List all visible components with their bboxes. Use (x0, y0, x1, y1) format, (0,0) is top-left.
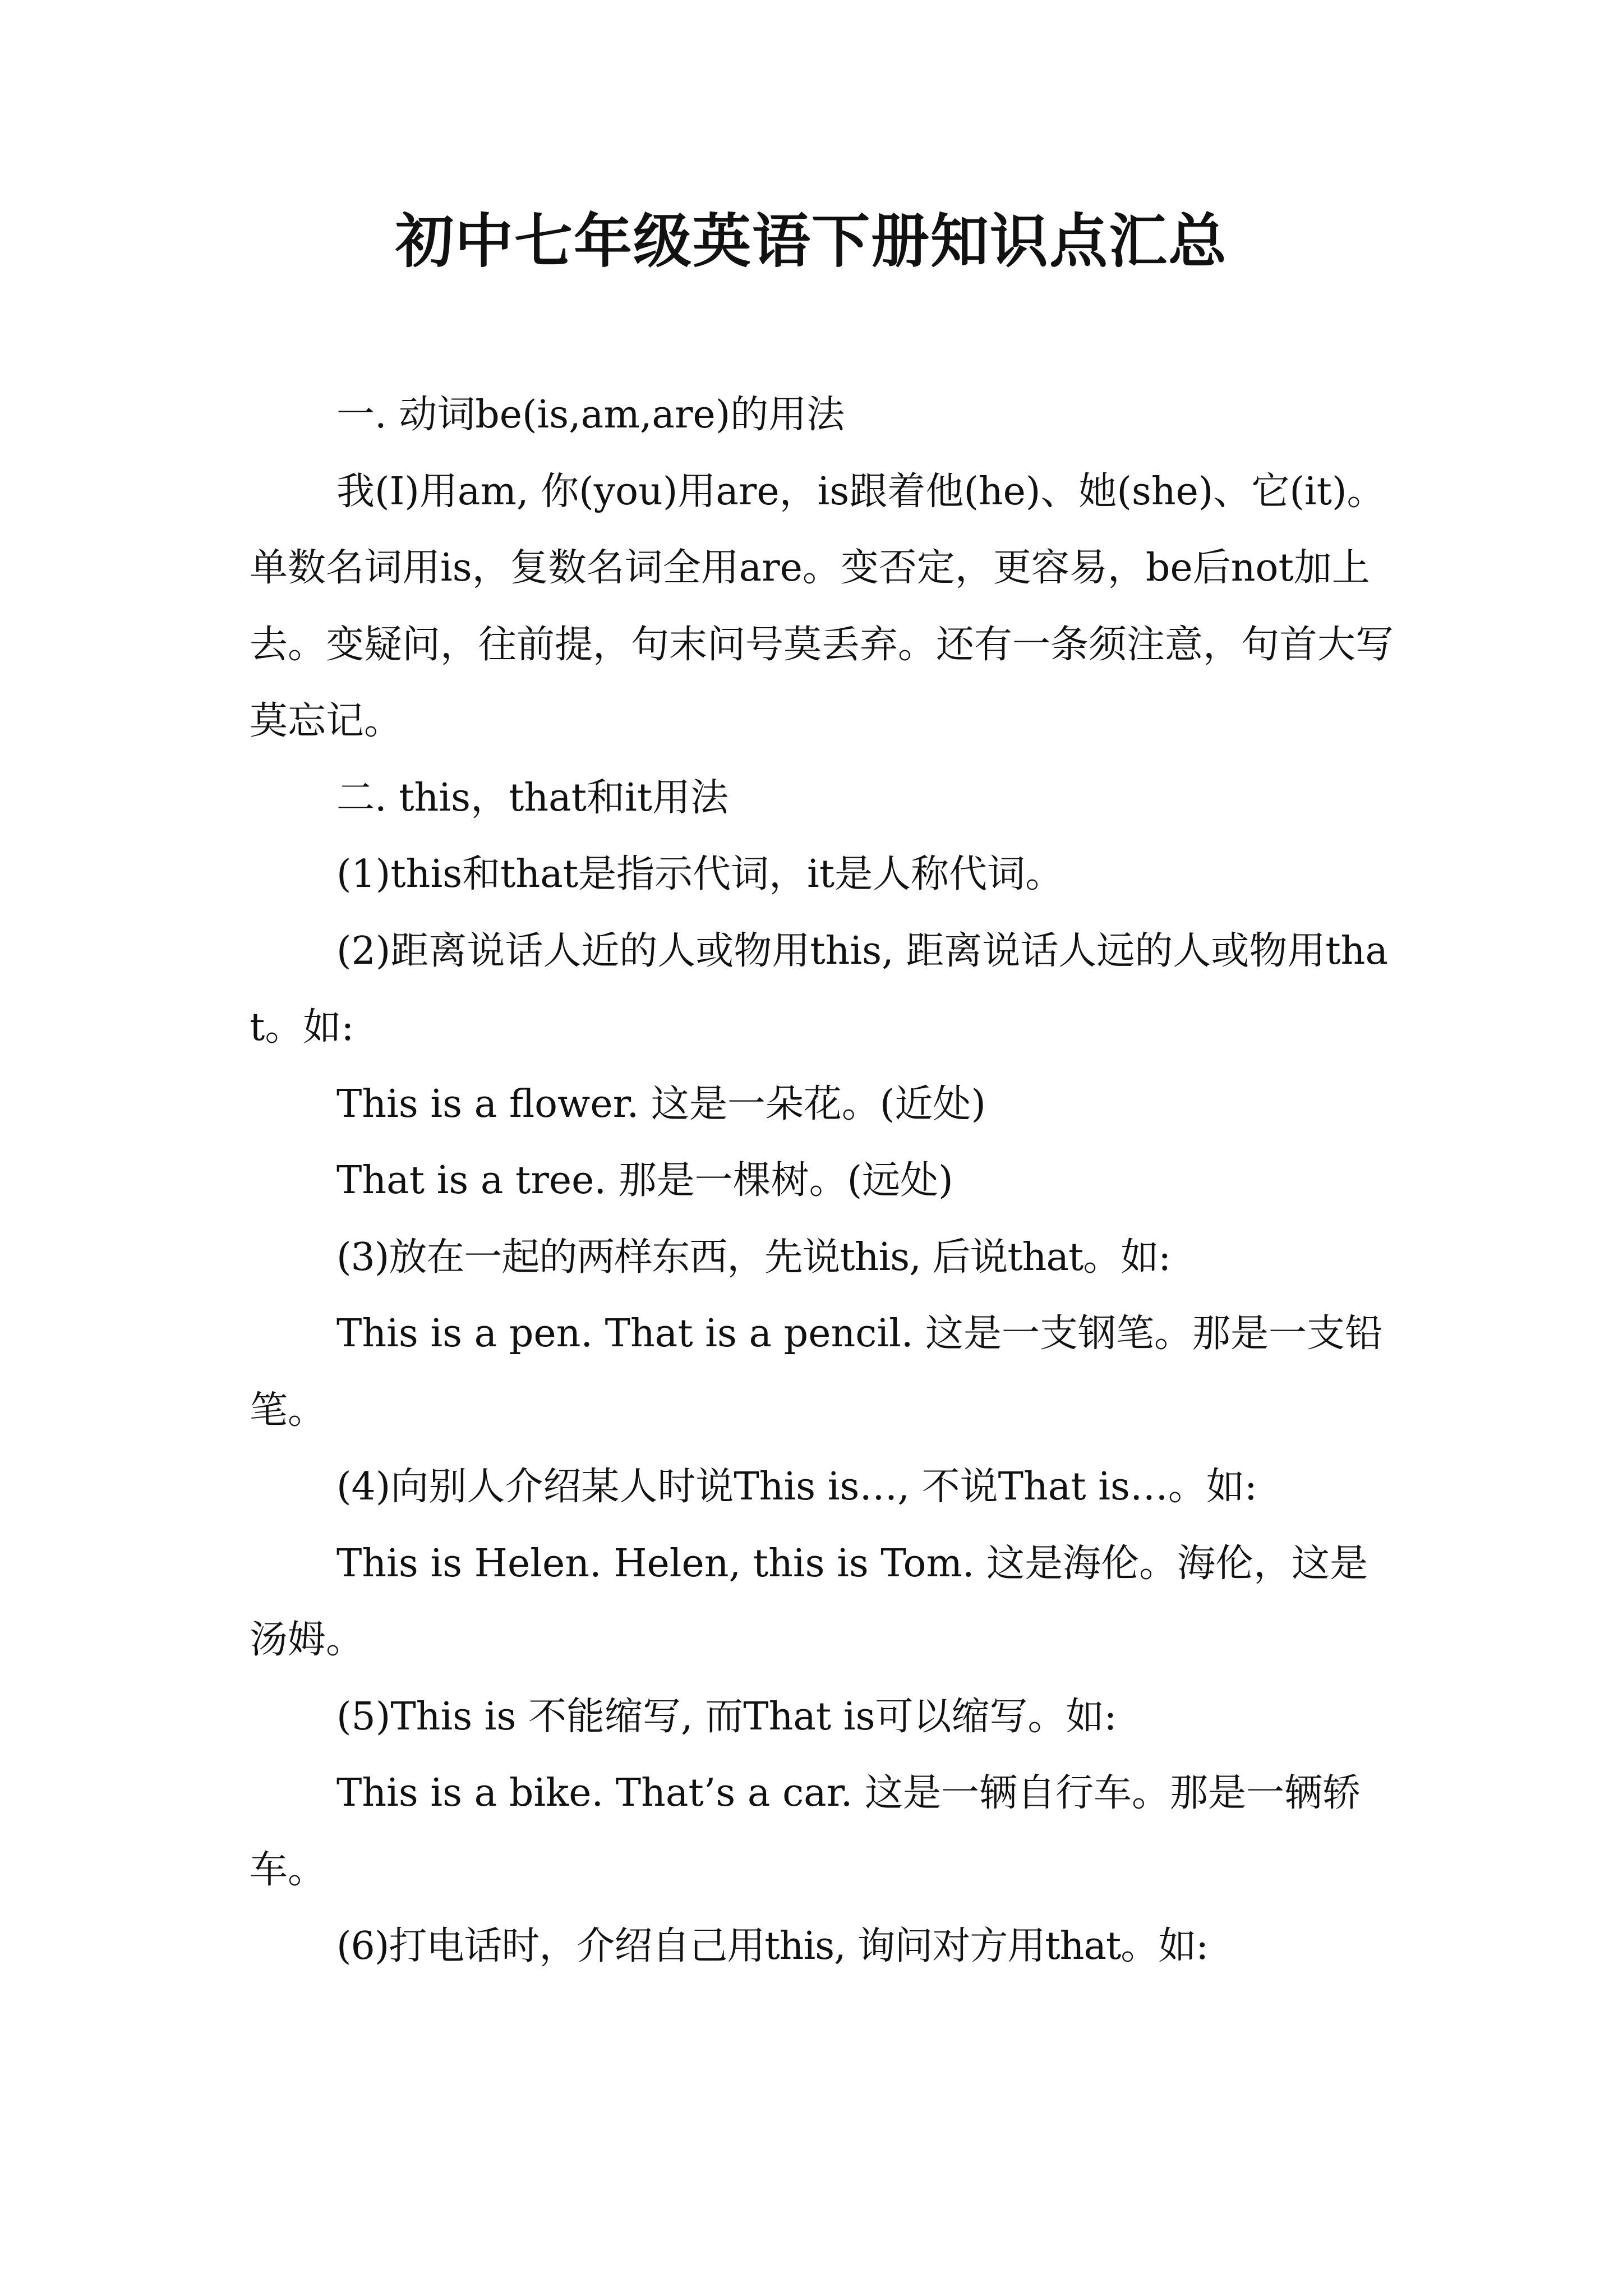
example-helen-tom: This is Helen. Helen, this is Tom. 这是海伦。海伦，这是汤姆。 (250, 1541, 1368, 1662)
document-body (250, 377, 1405, 1985)
rule-5: (5)This is 不能缩写, 而That is可以缩写。如: (336, 1694, 1117, 1739)
example-flower: This is a flower. 这是一朵花。(近处) (336, 1082, 986, 1126)
rule-2: (2)距离说话人近的人或物用this, 距离说话人远的人或物用that。如: (250, 928, 1388, 1050)
document-title: 初中七年级英语下册知识点汇总 (395, 206, 1228, 275)
example-pen-pencil: This is a pen. That is a pencil. 这是一支钢笔。那是一支铅笔。 (250, 1312, 1384, 1433)
rule-6: (6)打电话时，介绍自己用this, 询问对方用that。如: (336, 1924, 1209, 1968)
rule-1: (1)this和that是指示代词，it是人称代词。 (336, 852, 1064, 896)
paragraph-be-rules: 我(I)用am, 你(you)用are，is跟着他(he)、她(she)、它(it)。单数名词用is，复数名词全用are。变否定，更容易，be后not加上去。变疑问，往前提，句末问号莫丢弃。还有一条须注意，句首大写莫忘记。 (250, 469, 1394, 743)
section-heading-1: 一. 动词be(is,am,are)的用法 (336, 393, 845, 437)
section-heading-2: 二. this，that和it用法 (336, 775, 729, 820)
rule-4: (4)向别人介绍某人时说This is…, 不说That is…。如: (336, 1465, 1257, 1509)
rule-3: (3)放在一起的两样东西，先说this, 后说that。如: (336, 1235, 1171, 1280)
example-bike-car: This is a bike. That’s a car. 这是一辆自行车。那是一辆轿车。 (250, 1771, 1361, 1892)
example-tree: That is a tree. 那是一棵树。(远处) (336, 1158, 953, 1203)
